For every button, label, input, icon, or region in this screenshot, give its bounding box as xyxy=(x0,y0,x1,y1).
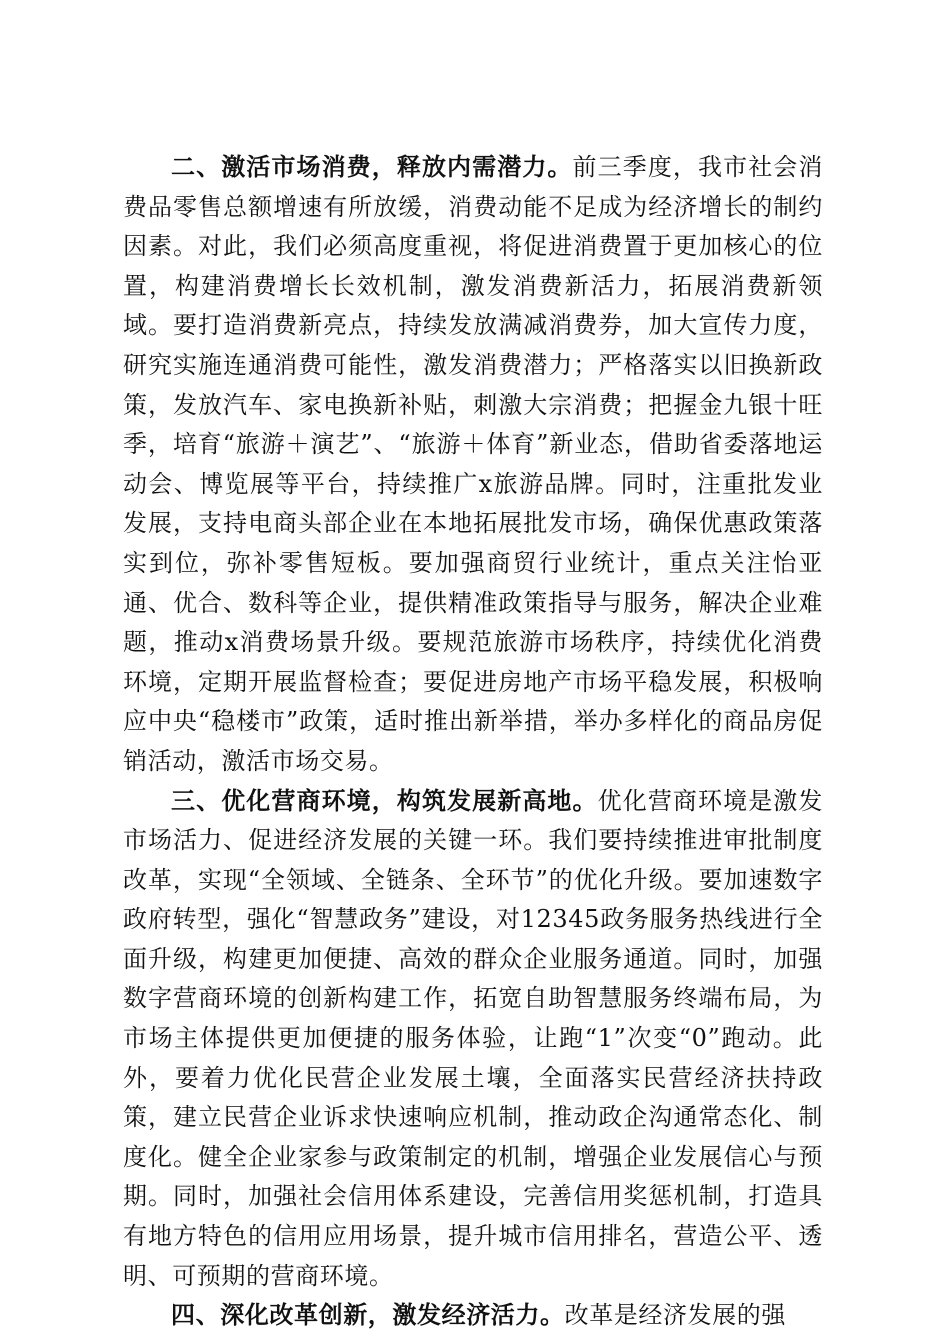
section-heading-business-environment: 三、优化营商环境，构筑发展新高地。 xyxy=(171,786,598,815)
paragraph-business-environment xyxy=(123,782,823,1297)
paragraph-text-business-environment: 优化营商环境是激发市场活力、促进经济发展的关键一环。我们要持续推进审批制度改革，实现“全领域、全链条、全环节”的优化升级。要加速数字政府转型，强化“智慧政务”建设，对12345政务服务热线进行全面升级，构建更加便捷、高效的群众企业服务通道。同时，加强数字营商环境的创新构建工作，拓宽自助智慧服务终端布局，为市场主体提供更加便捷的服务体验，让跑“1”次变“0”跑动。此外，要着力优化民营企业发展土壤，全面落实民营经济扶持政策，建立民营企业诉求快速响应机制，推动政企沟通常态化、制度化。健全企业家参与政策制定的机制，增强企业发展信心与预期。同时，加强社会信用体系建设，完善信用奖惩机制，打造具有地方特色的信用应用场景，提升城市信用排名，营造公平、透明、可预期的营商环境。 xyxy=(123,786,823,1290)
paragraph-reform xyxy=(123,1296,823,1336)
paragraph-consumption xyxy=(123,148,823,782)
section-heading-consumption: 二、激活市场消费，释放内需潜力。 xyxy=(171,153,573,181)
paragraph-text-reform: 改革是经济发展的强 xyxy=(564,1301,787,1330)
section-heading-reform: 四、深化改革创新，激发经济活力。 xyxy=(171,1301,565,1330)
document-body xyxy=(123,148,823,1336)
paragraph-text-consumption: 前三季度，我市社会消费品零售总额增速有所放缓，消费动能不足成为经济增长的制约因素。对此，我们必须高度重视，将促进消费置于更加核心的位置，构建消费增长长效机制，激发消费新活力，拓展消费新领域。要打造消费新亮点，持续发放满减消费券，加大宣传力度，研究实施连通消费可能性，激发消费潜力；严格落实以旧换新政策，发放汽车、家电换新补贴，刺激大宗消费；把握金九银十旺季，培育“旅游＋演艺”、“旅游＋体育”新业态，借助省委落地运动会、博览展等平台，持续推广x旅游品牌。同时，注重批发业发展，支持电商头部企业在本地拓展批发市场，确保优惠政策落实到位，弥补零售短板。要加强商贸行业统计，重点关注怡亚通、优合、数科等企业，提供精准政策指导与服务，解决企业难题，推动x消费场景升级。要规范旅游市场秩序，持续优化消费环境，定期开展监督检查；要促进房地产市场平稳发展，积极响应中央“稳楼市”政策，适时推出新举措，举办多样化的商品房促销活动，激活市场交易。 xyxy=(123,153,823,775)
